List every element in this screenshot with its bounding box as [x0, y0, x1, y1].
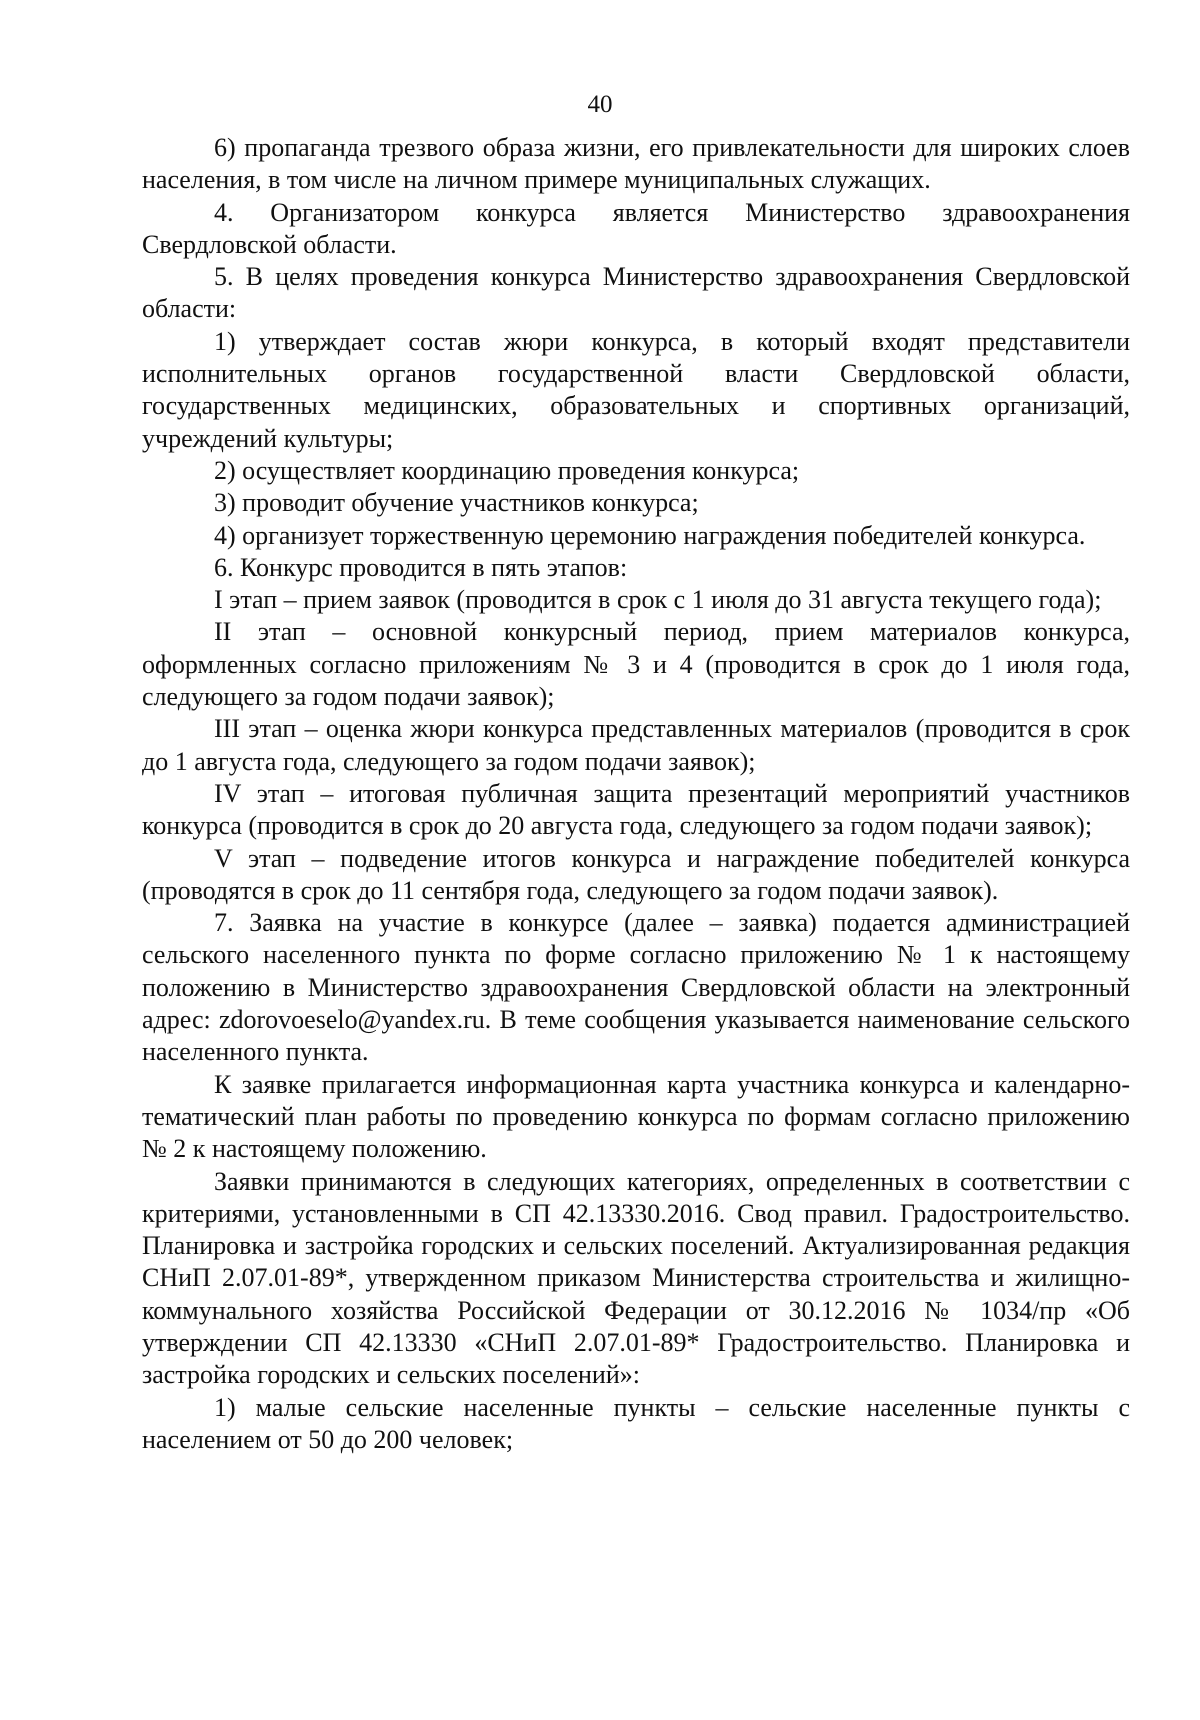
paragraph-section-5-purpose: 5. В целях проведения конкурса Министерство здравоохранения Свердловской области:: [142, 262, 1130, 324]
paragraph-duty-3-training: 3) проводит обучение участников конкурса;: [214, 488, 699, 518]
paragraph-application-categories: Заявки принимаются в следующих категориях, определенных в соответствии с критериями, установленными в СП 42.13330.2016. Свод правил. Градостроительство. Планировка и застройка городских и сельских поселений. Актуализированная редакция СНиП 2.07.01-89*, утвержденном приказом Министерства строительства и жилищно-коммунального хозяйства Российской Федерации от 30.12.2016 № 1034/пр «Об утверждении СП 42.13330 «СНиП 2.07.01-89* Градостроительство. Планировка и застройка городских и сельских поселений»:: [142, 1166, 1130, 1390]
paragraph-duty-2-coordination: 2) осуществляет координацию проведения конкурса;: [214, 455, 800, 485]
paragraph-stage-5: V этап – подведение итогов конкурса и награждение победителей конкурса (проводятся в срок до 11 сентября года, следующего за годом подачи заявок).: [142, 843, 1130, 905]
paragraph-category-1-small: 1) малые сельские населенные пункты – сельские населенные пункты с населением от 50 до 200 человек;: [142, 1392, 1130, 1454]
paragraph-item-6-propaganda: 6) пропаганда трезвого образа жизни, его привлекательности для широких слоев населения, в том числе на личном примере муниципальных служащих.: [142, 133, 1130, 195]
page-number: 40: [587, 91, 613, 118]
paragraph-duty-1-jury: 1) утверждает состав жюри конкурса, в который входят представители исполнительных органов государственной власти Свердловской области, государственных медицинских, образовательных и спортивных организаций, учреждений культуры;: [142, 326, 1130, 453]
paragraph-application-attachments: К заявке прилагается информационная карта участника конкурса и календарно-тематический план работы по проведению конкурса по формам согласно приложению № 2 к настоящему положению.: [142, 1069, 1130, 1164]
paragraph-stage-4: IV этап – итоговая публичная защита презентаций мероприятий участников конкурса (проводится в срок до 20 августа года, следующего за годом подачи заявок);: [142, 778, 1130, 841]
paragraph-section-7-application: 7. Заявка на участие в конкурсе (далее – заявка) подается администрацией сельского населенного пункта по форме согласно приложению № 1 к настоящему положению в Министерство здравоохранения Свердловской области на электронный адрес: zdorovoeselo@yandex.ru. В теме сообщения указывается наименование сельского населенного пункта.: [142, 908, 1130, 1067]
document-body: [142, 132, 1130, 1456]
paragraph-section-4-organizer: 4. Организатором конкурса является Министерство здравоохранения Свердловской области.: [142, 197, 1130, 259]
paragraph-duty-4-ceremony: 4) организует торжественную церемонию награждения победителей конкурса.: [214, 520, 1086, 550]
paragraph-section-6-stages: 6. Конкурс проводится в пять этапов:: [214, 552, 628, 582]
paragraph-stage-3: III этап – оценка жюри конкурса представленных материалов (проводится в срок до 1 августа года, следующего за годом подачи заявок);: [142, 714, 1130, 776]
paragraph-stage-1: I этап – прием заявок (проводится в срок с 1 июля до 31 августа текущего года);: [214, 585, 1102, 615]
paragraph-stage-2: II этап – основной конкурсный период, прием материалов конкурса, оформленных согласно приложениям № 3 и 4 (проводится в срок до 1 июля года, следующего за годом подачи заявок);: [142, 617, 1130, 712]
